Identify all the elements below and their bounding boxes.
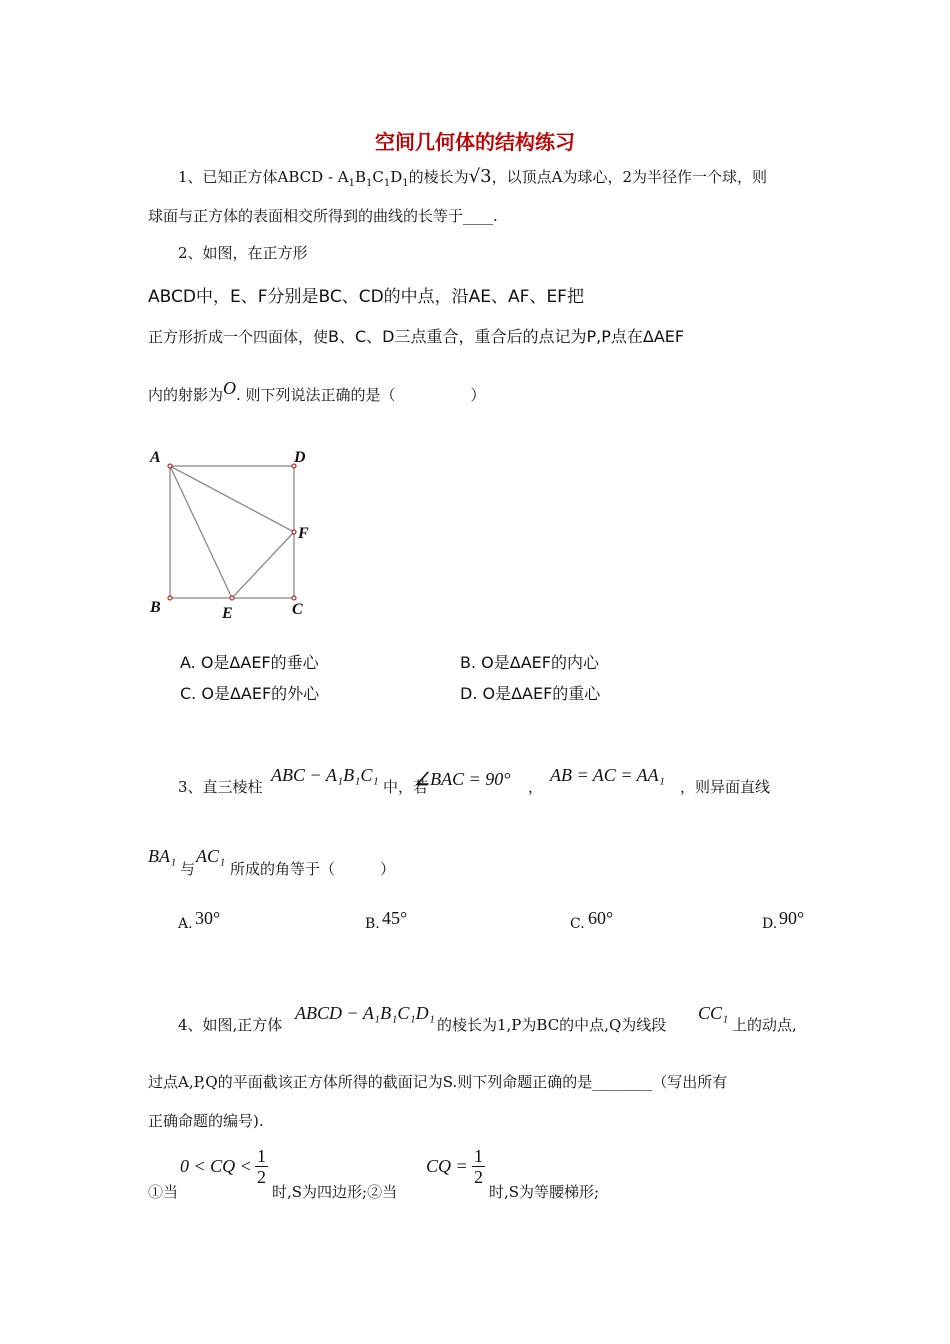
q4-intro: 4、如图,正方体: [178, 1016, 283, 1034]
q1-sub-a: 1: [348, 178, 355, 189]
label-D: D: [294, 449, 306, 466]
q1-sub-d: 1: [402, 178, 409, 189]
q4-fraction-half-2: [472, 1146, 485, 1187]
q4-cube: ABCD − A₁B₁C₁D₁: [295, 1003, 435, 1023]
q4-fraction-half-1: [255, 1146, 268, 1187]
q3-equal-edges: AB = AC = AA₁: [550, 765, 665, 785]
q3-question: 所成的角等于（ ）: [230, 860, 396, 878]
q3-text-if: 中，若: [383, 778, 429, 796]
label-B: B: [150, 599, 161, 616]
q3-option-a-value: 30°: [195, 908, 221, 928]
q3-option-a-label: A.: [178, 916, 193, 932]
q2-line2: ABCD中，E、F分别是BC、CD的中点，沿AE、AF、EF把: [148, 287, 584, 307]
q4-item2-text: 时,S为等腰梯形;: [489, 1183, 600, 1201]
q3-angle: ∠BAC = 90°: [414, 769, 511, 789]
square-fold-figure: [140, 440, 330, 625]
q3-ac1: AC₁: [196, 846, 226, 866]
q1-sub-c: 1: [383, 178, 391, 189]
q2-line3-a: 正方形折成一个四面体，使: [148, 328, 329, 346]
segment-AF: [170, 466, 294, 532]
q3-option-d-value: 90°: [779, 908, 805, 928]
q2-projection-O: O: [223, 378, 237, 398]
q4-line2: 过点A,P,Q的平面截该正方体所得的截面记为S.则下列命题正确的是________（写出所有: [148, 1073, 728, 1091]
q2-line4-c: . 则下列说法正确的是（ ）: [236, 386, 486, 404]
q3-intro: 3、直三棱柱: [178, 778, 263, 796]
q3-comma: ，: [528, 778, 544, 796]
q2-option-b: B. O是ΔAEF的内心: [460, 653, 599, 672]
q1-text-b: B: [355, 168, 367, 186]
q3-option-c-label: C.: [570, 916, 585, 932]
point-A: [168, 464, 172, 468]
q1-text-a: 1、已知正方体ABCD - A: [178, 168, 349, 186]
q3-prism: ABC − A₁B₁C₁: [271, 765, 379, 785]
q2-line1: 2、如图，在正方形: [178, 244, 308, 262]
q2-option-d: D. O是ΔAEF的重心: [460, 684, 601, 703]
q2-line3: [148, 324, 684, 347]
q4-fraction-1-numerator: 1: [257, 1146, 266, 1166]
label-F: F: [298, 525, 309, 542]
point-C: [292, 596, 296, 600]
q4-fraction-1-denominator: 2: [257, 1167, 266, 1187]
q2-line3-b: B、C、D三点重合，重合后的点记为P,P点在ΔAEF: [328, 327, 685, 346]
q4-line3: 正确命题的编号).: [148, 1112, 264, 1130]
label-C: C: [292, 601, 303, 618]
q4-item1-prefix: ①当: [148, 1183, 179, 1201]
q2-line4: [148, 378, 486, 405]
q4-cq-equal: CQ =: [426, 1156, 468, 1176]
q4-inequality: 0 < CQ <: [180, 1156, 252, 1176]
q4-text-edge: 的棱长为1,P为BC的中点,Q为线段: [437, 1016, 667, 1034]
q2-line4-a: 内的射影为: [148, 386, 224, 404]
q3-with: 与: [180, 860, 196, 878]
q4-item1-text: 时,S为四边形;②当: [272, 1183, 398, 1201]
square-outline: [170, 466, 294, 598]
point-B: [168, 596, 172, 600]
q4-text-moving: 上的动点,: [732, 1016, 797, 1034]
q1-sqrt3: √3: [468, 166, 492, 187]
q1-text-d: D: [390, 168, 403, 186]
page-title: 空间几何体的结构练习: [375, 130, 575, 154]
q3-skew-lines-text: ，则异面直线: [680, 778, 771, 796]
segment-AE: [170, 466, 232, 598]
q4-cc1: CC₁: [698, 1003, 729, 1023]
q1-line1: [178, 166, 767, 189]
q3-option-d-label: D.: [762, 916, 778, 932]
label-A: A: [150, 449, 161, 466]
q1-line2: 球面与正方体的表面相交所得到的曲线的长等于____.: [148, 207, 498, 225]
segment-EF: [232, 532, 294, 598]
point-F: [292, 530, 296, 534]
q1-text-e: 的棱长为: [408, 168, 469, 186]
q3-ba1: BA₁: [148, 846, 177, 866]
q1-text-c: C: [372, 168, 384, 186]
point-E: [230, 596, 234, 600]
q2-option-c: C. O是ΔAEF的外心: [180, 684, 320, 703]
q3-option-c-value: 60°: [588, 908, 614, 928]
q2-option-a: A. O是ΔAEF的垂心: [180, 653, 319, 672]
q1-sub-b: 1: [366, 178, 373, 189]
label-E: E: [222, 605, 233, 622]
q3-option-b-value: 45°: [382, 908, 408, 928]
q4-fraction-2-denominator: 2: [474, 1167, 483, 1187]
q4-fraction-2-numerator: 1: [474, 1146, 483, 1166]
q3-option-b-label: B.: [365, 916, 380, 932]
q1-text-f: ，以顶点A为球心，2为半径作一个球，则: [491, 168, 767, 186]
